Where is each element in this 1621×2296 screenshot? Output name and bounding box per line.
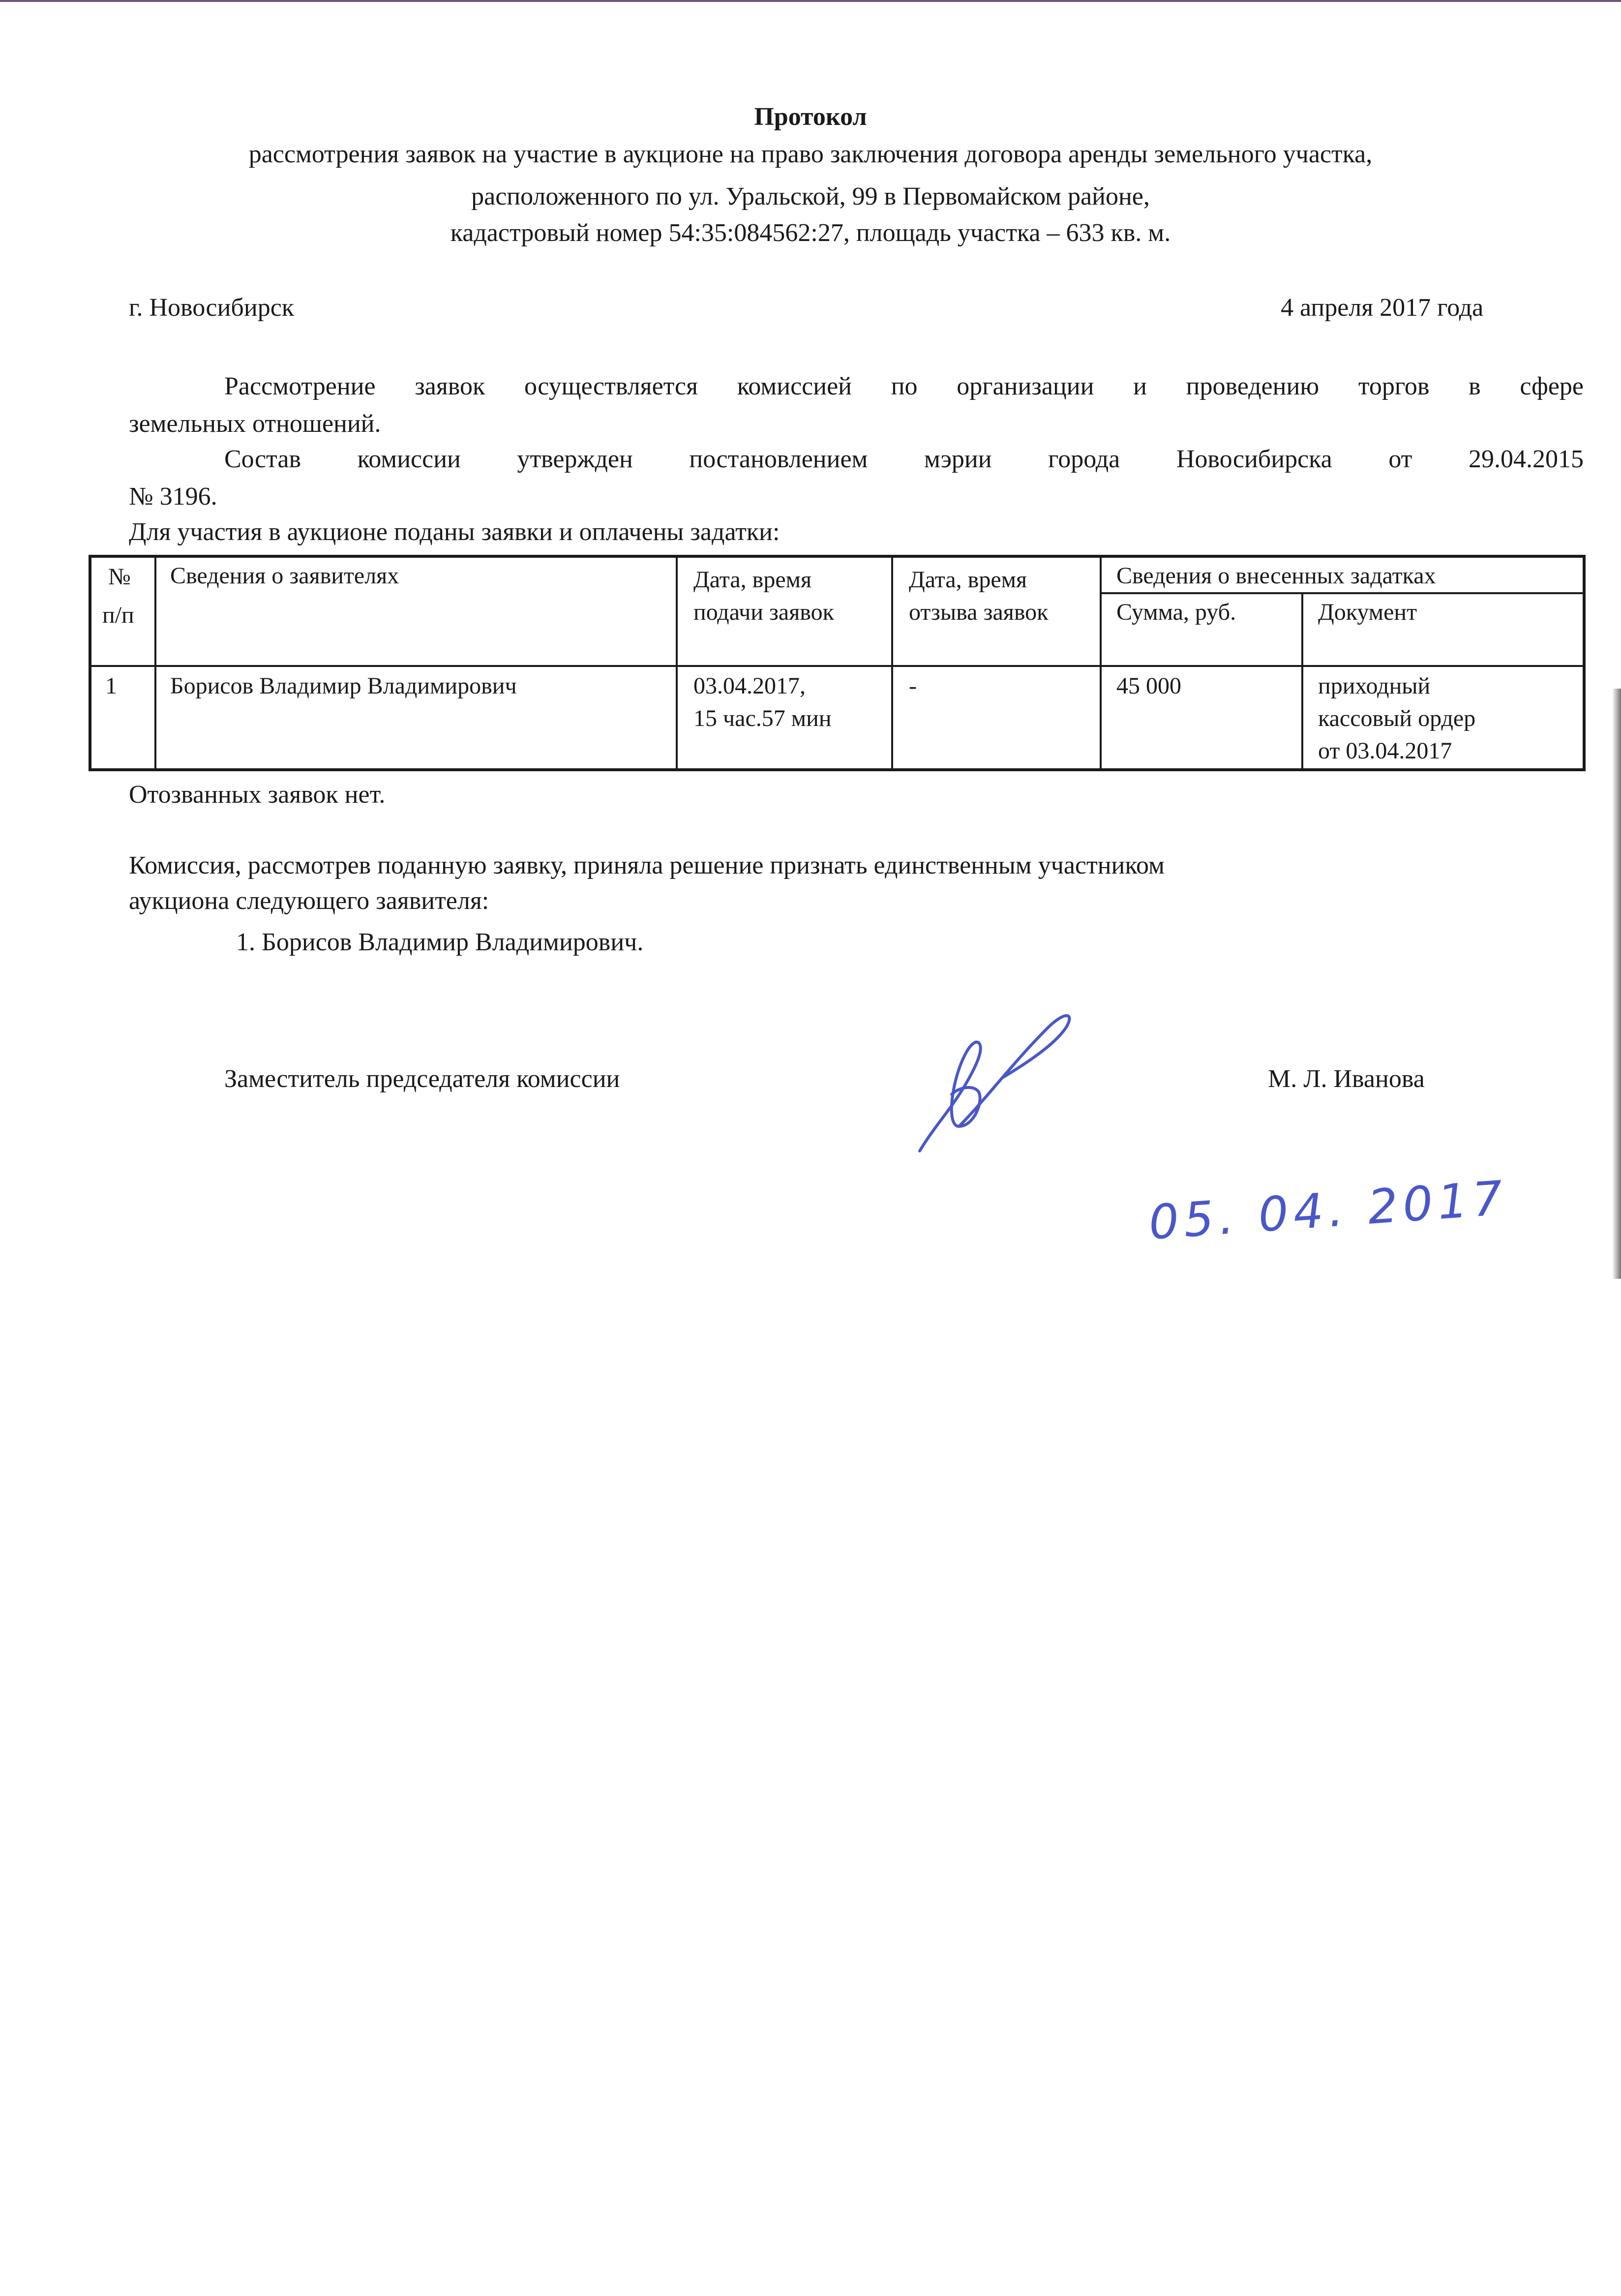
row-document-line-3: от 03.04.2017 (1318, 738, 1452, 764)
header-num-line-2: п/п (102, 602, 134, 628)
applications-table (89, 555, 1586, 771)
row-document-line-1: приходный (1318, 673, 1431, 699)
decision-line-1: Комиссия, рассмотрев поданную заявку, приняла решение признать единственным участником (129, 851, 1165, 879)
header-deposits: Сведения о внесенных задатках (1116, 563, 1436, 589)
document-date: 4 апреля 2017 года (1281, 294, 1484, 322)
header-withdraw-line-2: отзыва заявок (909, 599, 1049, 625)
row-submit-line-1: 03.04.2017, (693, 673, 806, 699)
participant-list-item: 1. Борисов Владимир Владимирович. (236, 928, 644, 956)
table-divider (91, 665, 1583, 667)
row-withdraw: - (909, 673, 917, 699)
row-document-line-2: кассовый ордер (1318, 705, 1476, 731)
header-submit-line-1: Дата, время (693, 567, 812, 593)
header-document: Документ (1318, 599, 1417, 625)
header-applicant: Сведения о заявителях (170, 563, 399, 589)
header-amount: Сумма, руб. (1116, 599, 1236, 625)
table-divider (1301, 592, 1303, 768)
header-submit-line-2: подачи заявок (693, 599, 834, 625)
subtitle-line-3: кадастровый номер 54:35:084562:27, площадь участка – 633 кв. м. (450, 219, 1171, 247)
header-withdraw-line-1: Дата, время (909, 567, 1027, 593)
table-divider (891, 558, 893, 768)
paragraph-3: Для участия в аукционе поданы заявки и оплачены задатки: (129, 518, 780, 546)
place: г. Новосибирск (129, 294, 295, 322)
signatory-name: М. Л. Иванова (1268, 1065, 1425, 1093)
table-divider (676, 558, 678, 768)
table-divider (154, 558, 156, 768)
decision-line-2: аукциона следующего заявителя: (129, 887, 489, 915)
subtitle-line-2: расположенного по ул. Уральской, 99 в Первомайском районе, (471, 182, 1150, 211)
handwritten-signature (905, 1003, 1092, 1166)
paragraph-1-line-1: Рассмотрение заявок осуществляется комиссией по организации и проведению торгов в сфере (224, 372, 1584, 400)
table-divider (1100, 558, 1102, 768)
table-divider (1100, 592, 1583, 594)
signatory-position: Заместитель председателя комиссии (224, 1065, 620, 1093)
row-applicant: Борисов Владимир Владимирович (170, 673, 517, 699)
scan-top-edge (0, 0, 1621, 2)
document-title: Протокол (754, 103, 867, 131)
row-submit-line-2: 15 час.57 мин (693, 705, 832, 731)
scan-right-edge (1612, 689, 1621, 1279)
row-amount: 45 000 (1116, 673, 1181, 699)
row-num: 1 (105, 673, 117, 699)
handwritten-date: 05. 04. 2017 (1147, 1170, 1509, 1250)
header-num-line-1: № (108, 564, 131, 590)
subtitle-line-1: рассмотрения заявок на участие в аукционе на право заключения договора аренды земельного участка, (248, 140, 1373, 168)
withdrawn-note: Отозванных заявок нет. (129, 781, 386, 809)
paragraph-2-line-1: Состав комиссии утвержден постановлением мэрии города Новосибирска от 29.04.2015 (224, 445, 1584, 473)
paragraph-2-line-2: № 3196. (129, 483, 217, 511)
paragraph-1-line-2: земельных отношений. (129, 410, 381, 438)
